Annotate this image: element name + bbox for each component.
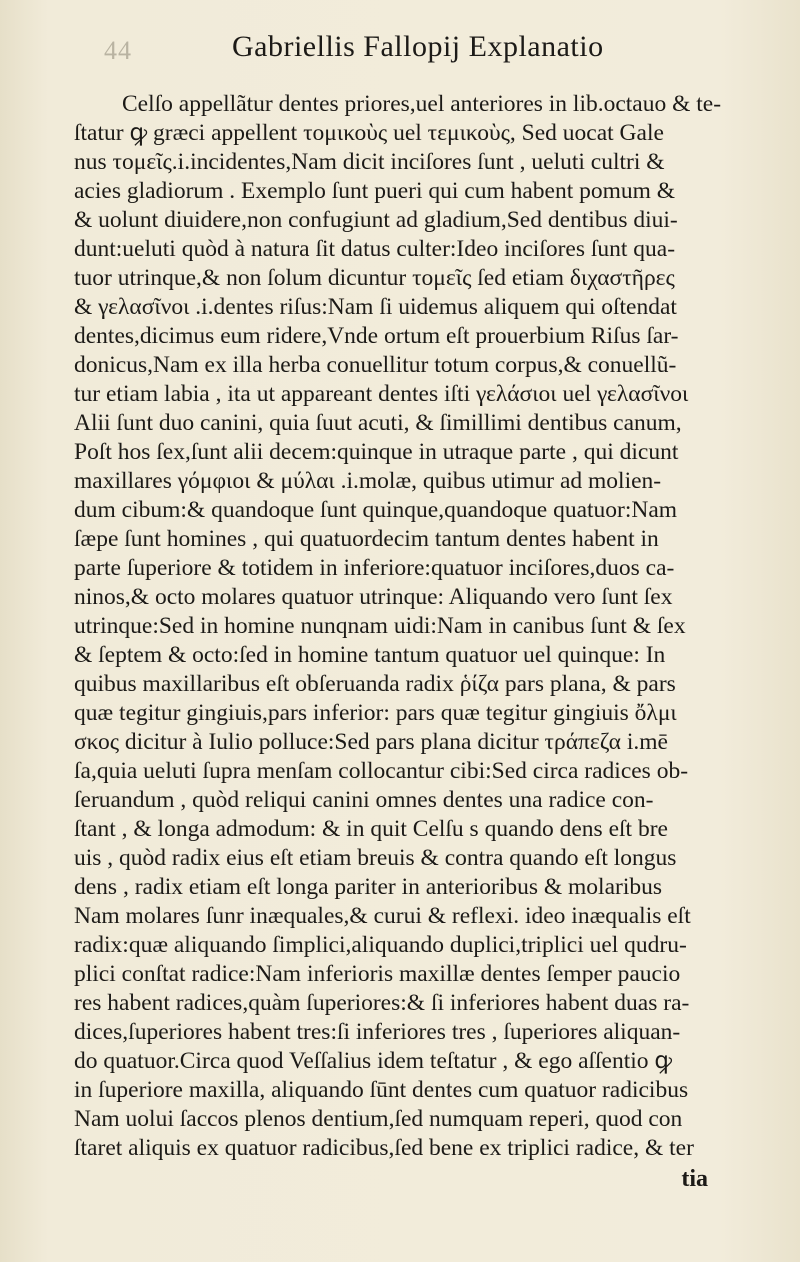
- text-line: parte ſuperiore & totidem in inferiore:quatuor inciſores,duos ca-: [74, 555, 675, 581]
- text-line: plici conſtat radice:Nam inferioris maxillæ dentes ſemper paucio: [74, 961, 681, 987]
- text-line: tuor utrinque,& non ſolum dicuntur τομεῖς ſed etiam διχαστῆρες: [74, 265, 675, 291]
- text-line: ninos,& octo molares quatuor utrinque: Aliquando vero ſunt ſex: [74, 584, 673, 610]
- text-line: quibus maxillaribus eſt obſeruanda radix ῥίζα pars plana, & pars: [74, 671, 676, 697]
- text-line: radix:quæ aliquando ſimplici,aliquando duplici,triplici uel qudru-: [74, 932, 687, 958]
- catchword: tia: [681, 1166, 708, 1192]
- running-header: Gabriellis Fallopij Explanatio: [232, 30, 604, 63]
- text-line: res habent radices,quàm ſuperiores:& ſi inferiores habent duas ra-: [74, 990, 690, 1016]
- text-line: utrinque:Sed in homine nunqnam uidi:Nam in canibus ſunt & ſex: [74, 613, 686, 639]
- text-line: maxillares γόμφιοι & μύλαι .i.molæ, quibus utimur ad molien-: [74, 468, 662, 494]
- text-line: & γελασῖνοι .i.dentes riſus:Nam ſi uidemus aliquem qui oſtendat: [74, 294, 677, 320]
- text-line: & ſeptem & octo:ſed in homine tantum quatuor uel quinque: In: [74, 642, 666, 668]
- text-line: in ſuperiore maxilla, aliquando ſūnt dentes cum quatuor radicibus: [74, 1077, 689, 1103]
- text-line: ſa,quia ueluti ſupra menſam collocantur cibi:Sed circa radices ob-: [74, 758, 689, 784]
- text-line: dices,ſuperiores habent tres:ſi inferiores tres , ſuperiores aliquan-: [74, 1019, 681, 1045]
- text-line: nus τομεῖς.i.incidentes,Nam dicit inciſores ſunt , ueluti cultri &: [74, 149, 665, 175]
- text-line: ſtaret aliquis ex quatuor radicibus,ſed bene ex triplici radice, & ter: [74, 1135, 694, 1161]
- text-line: ſæpe ſunt homines , qui quatuordecim tantum dentes habent in: [74, 526, 659, 552]
- text-line: Poſt hos ſex,ſunt alii decem:quinque in utraque parte , qui dicunt: [74, 439, 679, 465]
- text-line: dum cibum:& quandoque ſunt quinque,quandoque quatuor:Nam: [74, 497, 678, 523]
- text-line: quæ tegitur gingiuis,pars inferior: pars quæ tegitur gingiuis ὄλμι: [74, 700, 677, 726]
- text-line: Nam uolui ſaccos plenos dentium,ſed numquam reperi, quod con: [74, 1106, 683, 1132]
- body-text: [74, 90, 774, 1163]
- text-line: Nam molares ſunr inæquales,& curui & reflexi. ideo inæqualis eſt: [74, 903, 691, 929]
- text-line: ſeruandum , quòd reliqui canini omnes dentes una radice con-: [74, 787, 654, 813]
- page-number: 44: [104, 36, 132, 65]
- text-line: dens , radix etiam eſt longa pariter in anterioribus & molaribus: [74, 874, 662, 900]
- text-line: & uolunt diuidere,non confugiunt ad gladium,Sed dentibus diui-: [74, 207, 678, 233]
- text-line: Alii ſunt duo canini, quia ſuut acuti, & ſimillimi dentibus canum,: [74, 410, 682, 436]
- text-line: do quatuor.Circa quod Veſſalius idem teſtatur , & ego aſſentio ꝙ: [74, 1048, 673, 1074]
- text-line: acies gladiorum . Exemplo ſunt pueri qui cum habent pomum &: [74, 178, 676, 204]
- text-line: uis , quòd radix eius eſt etiam breuis & contra quando eſt longus: [74, 845, 677, 871]
- text-line: tur etiam labia , ita ut appareant dentes iſti γελάσιοι uel γελασῖνοι: [74, 381, 689, 407]
- text-line: dunt:ueluti quòd à natura ſit datus culter:Ideo inciſores ſunt qua-: [74, 236, 676, 262]
- text-line: σκος dicitur à Iulio polluce:Sed pars plana dicitur τράπεζα i.mē: [74, 729, 668, 755]
- text-line: dentes,dicimus eum ridere,Vnde ortum eſt prouerbium Riſus ſar-: [74, 323, 679, 349]
- text-line: ſtatur ꝙ græci appellent τομικοὺς uel τεμικοὺς, Sed uocat Gale: [74, 120, 664, 146]
- text-line: donicus,Nam ex illa herba conuellitur totum corpus,& conuellũ-: [74, 352, 677, 378]
- text-line: Celſo appellãtur dentes priores,uel anteriores in lib.octauo & te-: [122, 91, 722, 117]
- text-line: ſtant , & longa admodum: & in quit Celſu s quando dens eſt bre: [74, 816, 668, 842]
